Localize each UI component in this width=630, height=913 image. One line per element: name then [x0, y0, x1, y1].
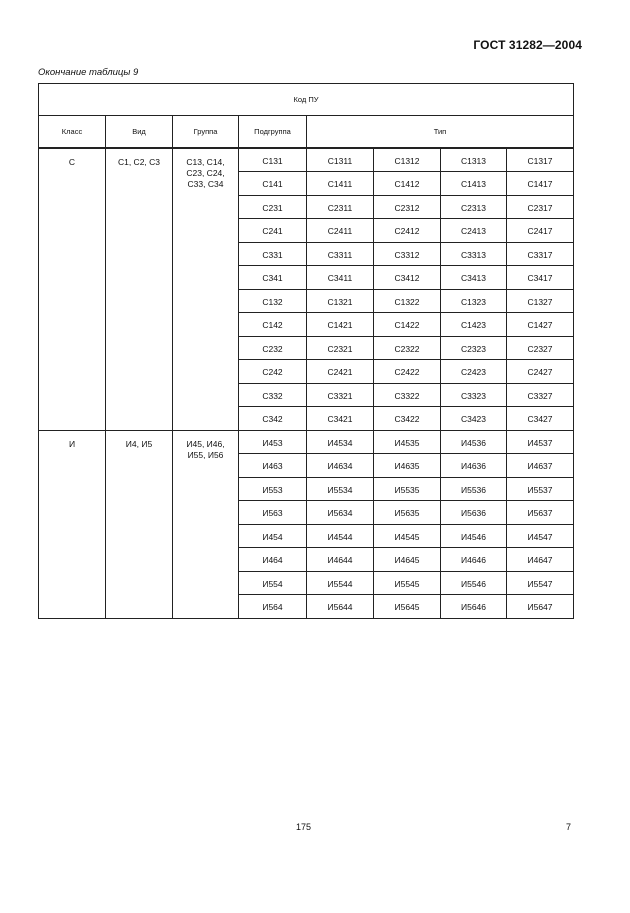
- tip-cell: С3312: [374, 242, 441, 266]
- tip-cell: И4544: [307, 524, 374, 548]
- tip-cell: С2427: [507, 360, 574, 384]
- tip-cell: С2313: [441, 195, 507, 219]
- podgruppa-cell: И563: [239, 501, 307, 525]
- tip-cell: С3427: [507, 407, 574, 431]
- tip-cell: И4635: [374, 454, 441, 478]
- tip-cell: И5644: [307, 595, 374, 619]
- tip-cell: И5537: [507, 477, 574, 501]
- tip-cell: И4636: [441, 454, 507, 478]
- header-gruppa: Группа: [173, 116, 239, 149]
- podgruppa-cell: С131: [239, 148, 307, 172]
- tip-cell: И5534: [307, 477, 374, 501]
- tip-cell: С3423: [441, 407, 507, 431]
- tip-cell: И4646: [441, 548, 507, 572]
- tip-cell: И5635: [374, 501, 441, 525]
- tip-cell: С2322: [374, 336, 441, 360]
- tip-cell: С3321: [307, 383, 374, 407]
- header-klass: Класс: [39, 116, 106, 149]
- tip-cell: И5636: [441, 501, 507, 525]
- vid-cell: И4, И5: [106, 430, 173, 618]
- podgruppa-cell: И464: [239, 548, 307, 572]
- tip-cell: С1411: [307, 172, 374, 196]
- tip-cell: С3412: [374, 266, 441, 290]
- gruppa-line: С13, С14,: [186, 157, 225, 167]
- gruppa-line: С33, С34: [187, 179, 224, 189]
- header-vid: Вид: [106, 116, 173, 149]
- gruppa-line: С23, С24,: [186, 168, 225, 178]
- tip-cell: И4536: [441, 430, 507, 454]
- tip-cell: С3417: [507, 266, 574, 290]
- tip-cell: И4644: [307, 548, 374, 572]
- tip-cell: И4637: [507, 454, 574, 478]
- tip-cell: С1327: [507, 289, 574, 313]
- tip-cell: С1417: [507, 172, 574, 196]
- tip-cell: С2411: [307, 219, 374, 243]
- header-podgruppa: Подгруппа: [239, 116, 307, 149]
- podgruppa-cell: И463: [239, 454, 307, 478]
- tip-cell: С1313: [441, 148, 507, 172]
- gruppa-cell: [173, 430, 239, 618]
- tip-cell: И5546: [441, 571, 507, 595]
- podgruppa-cell: С141: [239, 172, 307, 196]
- tip-cell: С3317: [507, 242, 574, 266]
- tip-cell: И5645: [374, 595, 441, 619]
- podgruppa-cell: И454: [239, 524, 307, 548]
- tip-cell: И4645: [374, 548, 441, 572]
- tip-cell: С1323: [441, 289, 507, 313]
- tip-cell: С1321: [307, 289, 374, 313]
- table-row: [39, 148, 574, 172]
- tip-cell: С2312: [374, 195, 441, 219]
- podgruppa-cell: С331: [239, 242, 307, 266]
- tip-cell: С3422: [374, 407, 441, 431]
- header-tip: Тип: [307, 116, 574, 149]
- tip-cell: С2317: [507, 195, 574, 219]
- tip-cell: С1421: [307, 313, 374, 337]
- podgruppa-cell: С332: [239, 383, 307, 407]
- tip-cell: С3327: [507, 383, 574, 407]
- tip-cell: И4547: [507, 524, 574, 548]
- tip-cell: И5545: [374, 571, 441, 595]
- tip-cell: И4647: [507, 548, 574, 572]
- podgruppa-cell: С241: [239, 219, 307, 243]
- tip-cell: И4546: [441, 524, 507, 548]
- tip-cell: И5634: [307, 501, 374, 525]
- podgruppa-cell: С342: [239, 407, 307, 431]
- tip-cell: С2321: [307, 336, 374, 360]
- tip-cell: С3413: [441, 266, 507, 290]
- tip-cell: С2422: [374, 360, 441, 384]
- klass-cell: С: [39, 148, 106, 430]
- tip-cell: И5535: [374, 477, 441, 501]
- tip-cell: С3322: [374, 383, 441, 407]
- tip-cell: С1317: [507, 148, 574, 172]
- tip-cell: С2421: [307, 360, 374, 384]
- tip-cell: И5544: [307, 571, 374, 595]
- table-caption: Окончание таблицы 9: [38, 67, 139, 78]
- podgruppa-cell: И564: [239, 595, 307, 619]
- tip-cell: И5647: [507, 595, 574, 619]
- klass-cell: И: [39, 430, 106, 618]
- tip-cell: С2327: [507, 336, 574, 360]
- tip-cell: С1311: [307, 148, 374, 172]
- tip-cell: И5547: [507, 571, 574, 595]
- tip-cell: И4535: [374, 430, 441, 454]
- gruppa-cell: [173, 148, 239, 430]
- tip-cell: И5646: [441, 595, 507, 619]
- tip-cell: С2417: [507, 219, 574, 243]
- tip-cell: С3411: [307, 266, 374, 290]
- tip-cell: С2413: [441, 219, 507, 243]
- tip-cell: С1322: [374, 289, 441, 313]
- gruppa-line: И45, И46,: [186, 438, 225, 449]
- podgruppa-cell: И553: [239, 477, 307, 501]
- tip-cell: С1413: [441, 172, 507, 196]
- sheet-number: 7: [566, 822, 572, 832]
- page-number: 175: [296, 822, 312, 832]
- tip-cell: С2412: [374, 219, 441, 243]
- podgruppa-cell: С231: [239, 195, 307, 219]
- podgruppa-cell: С242: [239, 360, 307, 384]
- podgruppa-cell: С341: [239, 266, 307, 290]
- podgruppa-cell: И554: [239, 571, 307, 595]
- tip-cell: С1423: [441, 313, 507, 337]
- code-table: [38, 83, 574, 619]
- tip-cell: С1422: [374, 313, 441, 337]
- tip-cell: И4545: [374, 524, 441, 548]
- tip-cell: И5536: [441, 477, 507, 501]
- tip-cell: С2323: [441, 336, 507, 360]
- table-body: [39, 148, 574, 618]
- tip-cell: И4534: [307, 430, 374, 454]
- tip-cell: И5637: [507, 501, 574, 525]
- tip-cell: И4537: [507, 430, 574, 454]
- podgruppa-cell: И453: [239, 430, 307, 454]
- header-code-pu: Код ПУ: [39, 84, 574, 116]
- tip-cell: С3421: [307, 407, 374, 431]
- standard-number: ГОСТ 31282—2004: [473, 38, 582, 52]
- tip-cell: С2311: [307, 195, 374, 219]
- table-row: [39, 430, 574, 454]
- tip-cell: С2423: [441, 360, 507, 384]
- tip-cell: И4634: [307, 454, 374, 478]
- tip-cell: С3313: [441, 242, 507, 266]
- podgruppa-cell: С142: [239, 313, 307, 337]
- tip-cell: С3323: [441, 383, 507, 407]
- vid-cell: С1, С2, С3: [106, 148, 173, 430]
- podgruppa-cell: С132: [239, 289, 307, 313]
- tip-cell: С3311: [307, 242, 374, 266]
- podgruppa-cell: С232: [239, 336, 307, 360]
- gruppa-line: И55, И56: [187, 449, 224, 460]
- tip-cell: С1427: [507, 313, 574, 337]
- tip-cell: С1412: [374, 172, 441, 196]
- tip-cell: С1312: [374, 148, 441, 172]
